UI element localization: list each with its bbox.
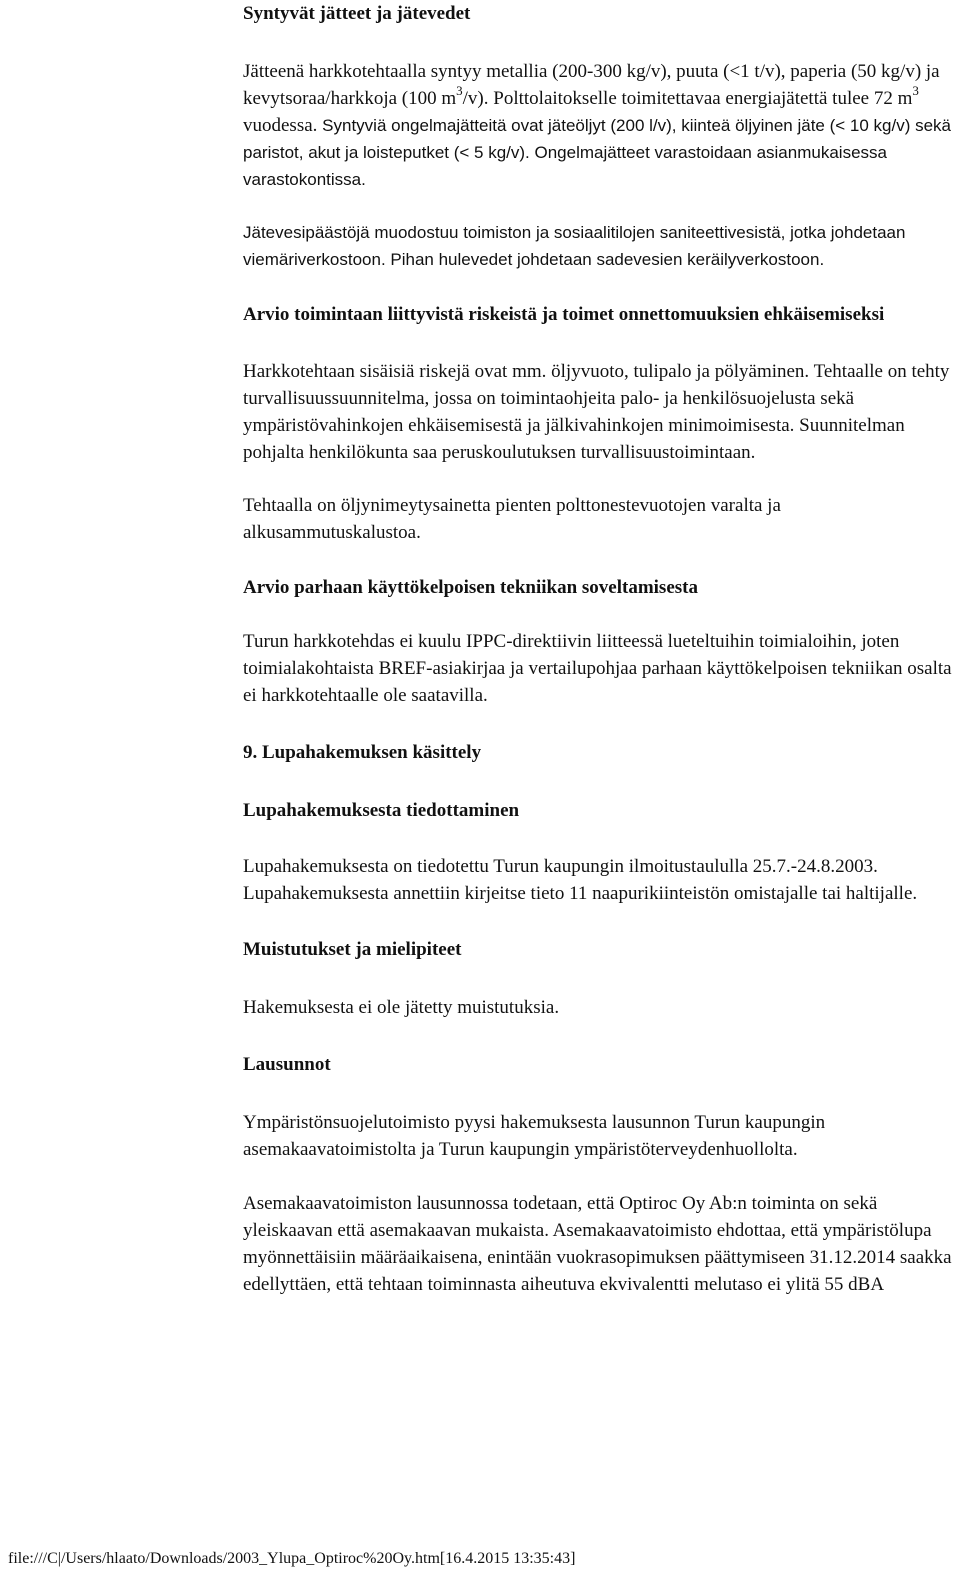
page-footer-url: file:///C|/Users/hlaato/Downloads/2003_Ylupa_Optiroc%20Oy.htm[16.4.2015 13:35:43] xyxy=(8,1550,576,1567)
bat-heading: Arvio parhaan käyttökelpoisen tekniikan soveltamisesta xyxy=(243,577,698,598)
notice-heading: Lupahakemuksesta tiedottaminen xyxy=(243,800,520,821)
statements-paragraph-1: Ympäristönsuojelutoimisto pyysi hakemuksesta lausunnon Turun kaupungin asemakaavatoimistolta ja Turun kaupungin ympäristöterveydenhuollolta. xyxy=(243,1112,826,1160)
risks-text-a: Harkkotehtaan sisäisiä riskejä ovat mm. öljyvuoto, tulipalo ja pölyäminen. xyxy=(243,361,814,382)
statements-heading: Lausunnot xyxy=(243,1054,331,1075)
wastewater-paragraph: Jätevesipäästöjä muodostuu toimiston ja sosiaalitilojen saniteettivesistä, jotka johdetaan viemäriverkostoon. Pihan hulevedet johdetaan sadevesien keräilyverkostoon. xyxy=(243,223,906,269)
document-body xyxy=(243,0,955,1298)
superscript-3: 3 xyxy=(456,82,463,98)
remarks-paragraph: Hakemuksesta ei ole jätetty muistutuksia. xyxy=(243,997,560,1018)
section-9-heading: 9. Lupahakemuksen käsittely xyxy=(243,742,482,763)
waste-text-a: Jätteenä harkkotehtaalla syntyy metallia (200-300 kg/v), puuta (<1 t/v), paperia (50 kg/v) ja kevytsoraa/harkkoja (100 m xyxy=(243,61,940,109)
waste-text-c: vuodessa. xyxy=(243,115,323,136)
risks-text-b: Tehtaalle on tehty turvallisuussuunnitelma, jossa on toimintaohjeita palo- ja henkilösuojelusta sekä ympäristövahinkojen ehkäisemisestä ja jälkivahinkojen minimoimisesta. Suunnitelman pohjalta henkilökunta saa peruskoulutuksen turvallisuustoimintaan. xyxy=(243,361,950,463)
waste-paragraph xyxy=(243,58,955,193)
waste-text-b: /v). Polttolaitokselle toimitettavaa energiajätettä tulee 72 m xyxy=(462,88,913,109)
absorbent-paragraph: Tehtaalla on öljynimeytysainetta pienten polttonestevuotojen varalta ja alkusammutuskalustoa. xyxy=(243,495,781,543)
risks-paragraph xyxy=(243,358,955,466)
statements-paragraph-2: Asemakaavatoimiston lausunnossa todetaan, että Optiroc Oy Ab:n toiminta on sekä yleiskaavan että asemakaavan mukaista. Asemakaavatoimisto ehdottaa, että ympäristölupa myönnettäisiin määräaikaisena, enintään vuokrasopimuksen päättymiseen 31.12.2014 saakka edellyttäen, että tehtaan toiminnasta aiheutuva ekvivalentti melutaso ei ylitä 55 dBA xyxy=(243,1193,952,1295)
notice-paragraph: Lupahakemuksesta on tiedotettu Turun kaupungin ilmoitustaululla 25.7.-24.8.2003. Lupahakemuksesta annettiin kirjeitse tieto 11 naapurikiinteistön omistajalle tai haltijalle. xyxy=(243,856,918,904)
waste-heading: Syntyvät jätteet ja jätevedet xyxy=(243,3,471,24)
remarks-heading: Muistutukset ja mielipiteet xyxy=(243,939,462,960)
hazardous-waste-text: Syntyviä ongelmajätteitä ovat jäteöljyt (200 l/v), kiinteä öljyinen jäte (< 10 kg/v) sekä paristot, akut ja loisteputket (< 5 kg/v). Ongelmajätteet varastoidaan asianmukaisessa varastokontissa. xyxy=(243,116,952,189)
bat-paragraph: Turun harkkotehdas ei kuulu IPPC-direktiivin liitteessä lueteltuihin toimialoihin, joten toimialakohtaista BREF-asiakirjaa ja vertailupohjaa parhaan käyttökelpoisen tekniikan osalta ei harkkotehtaalle ole saatavilla. xyxy=(243,631,952,706)
risks-heading: Arvio toimintaan liittyvistä riskeistä ja toimet onnettomuuksien ehkäisemiseksi xyxy=(243,304,885,325)
superscript-3: 3 xyxy=(912,82,919,98)
